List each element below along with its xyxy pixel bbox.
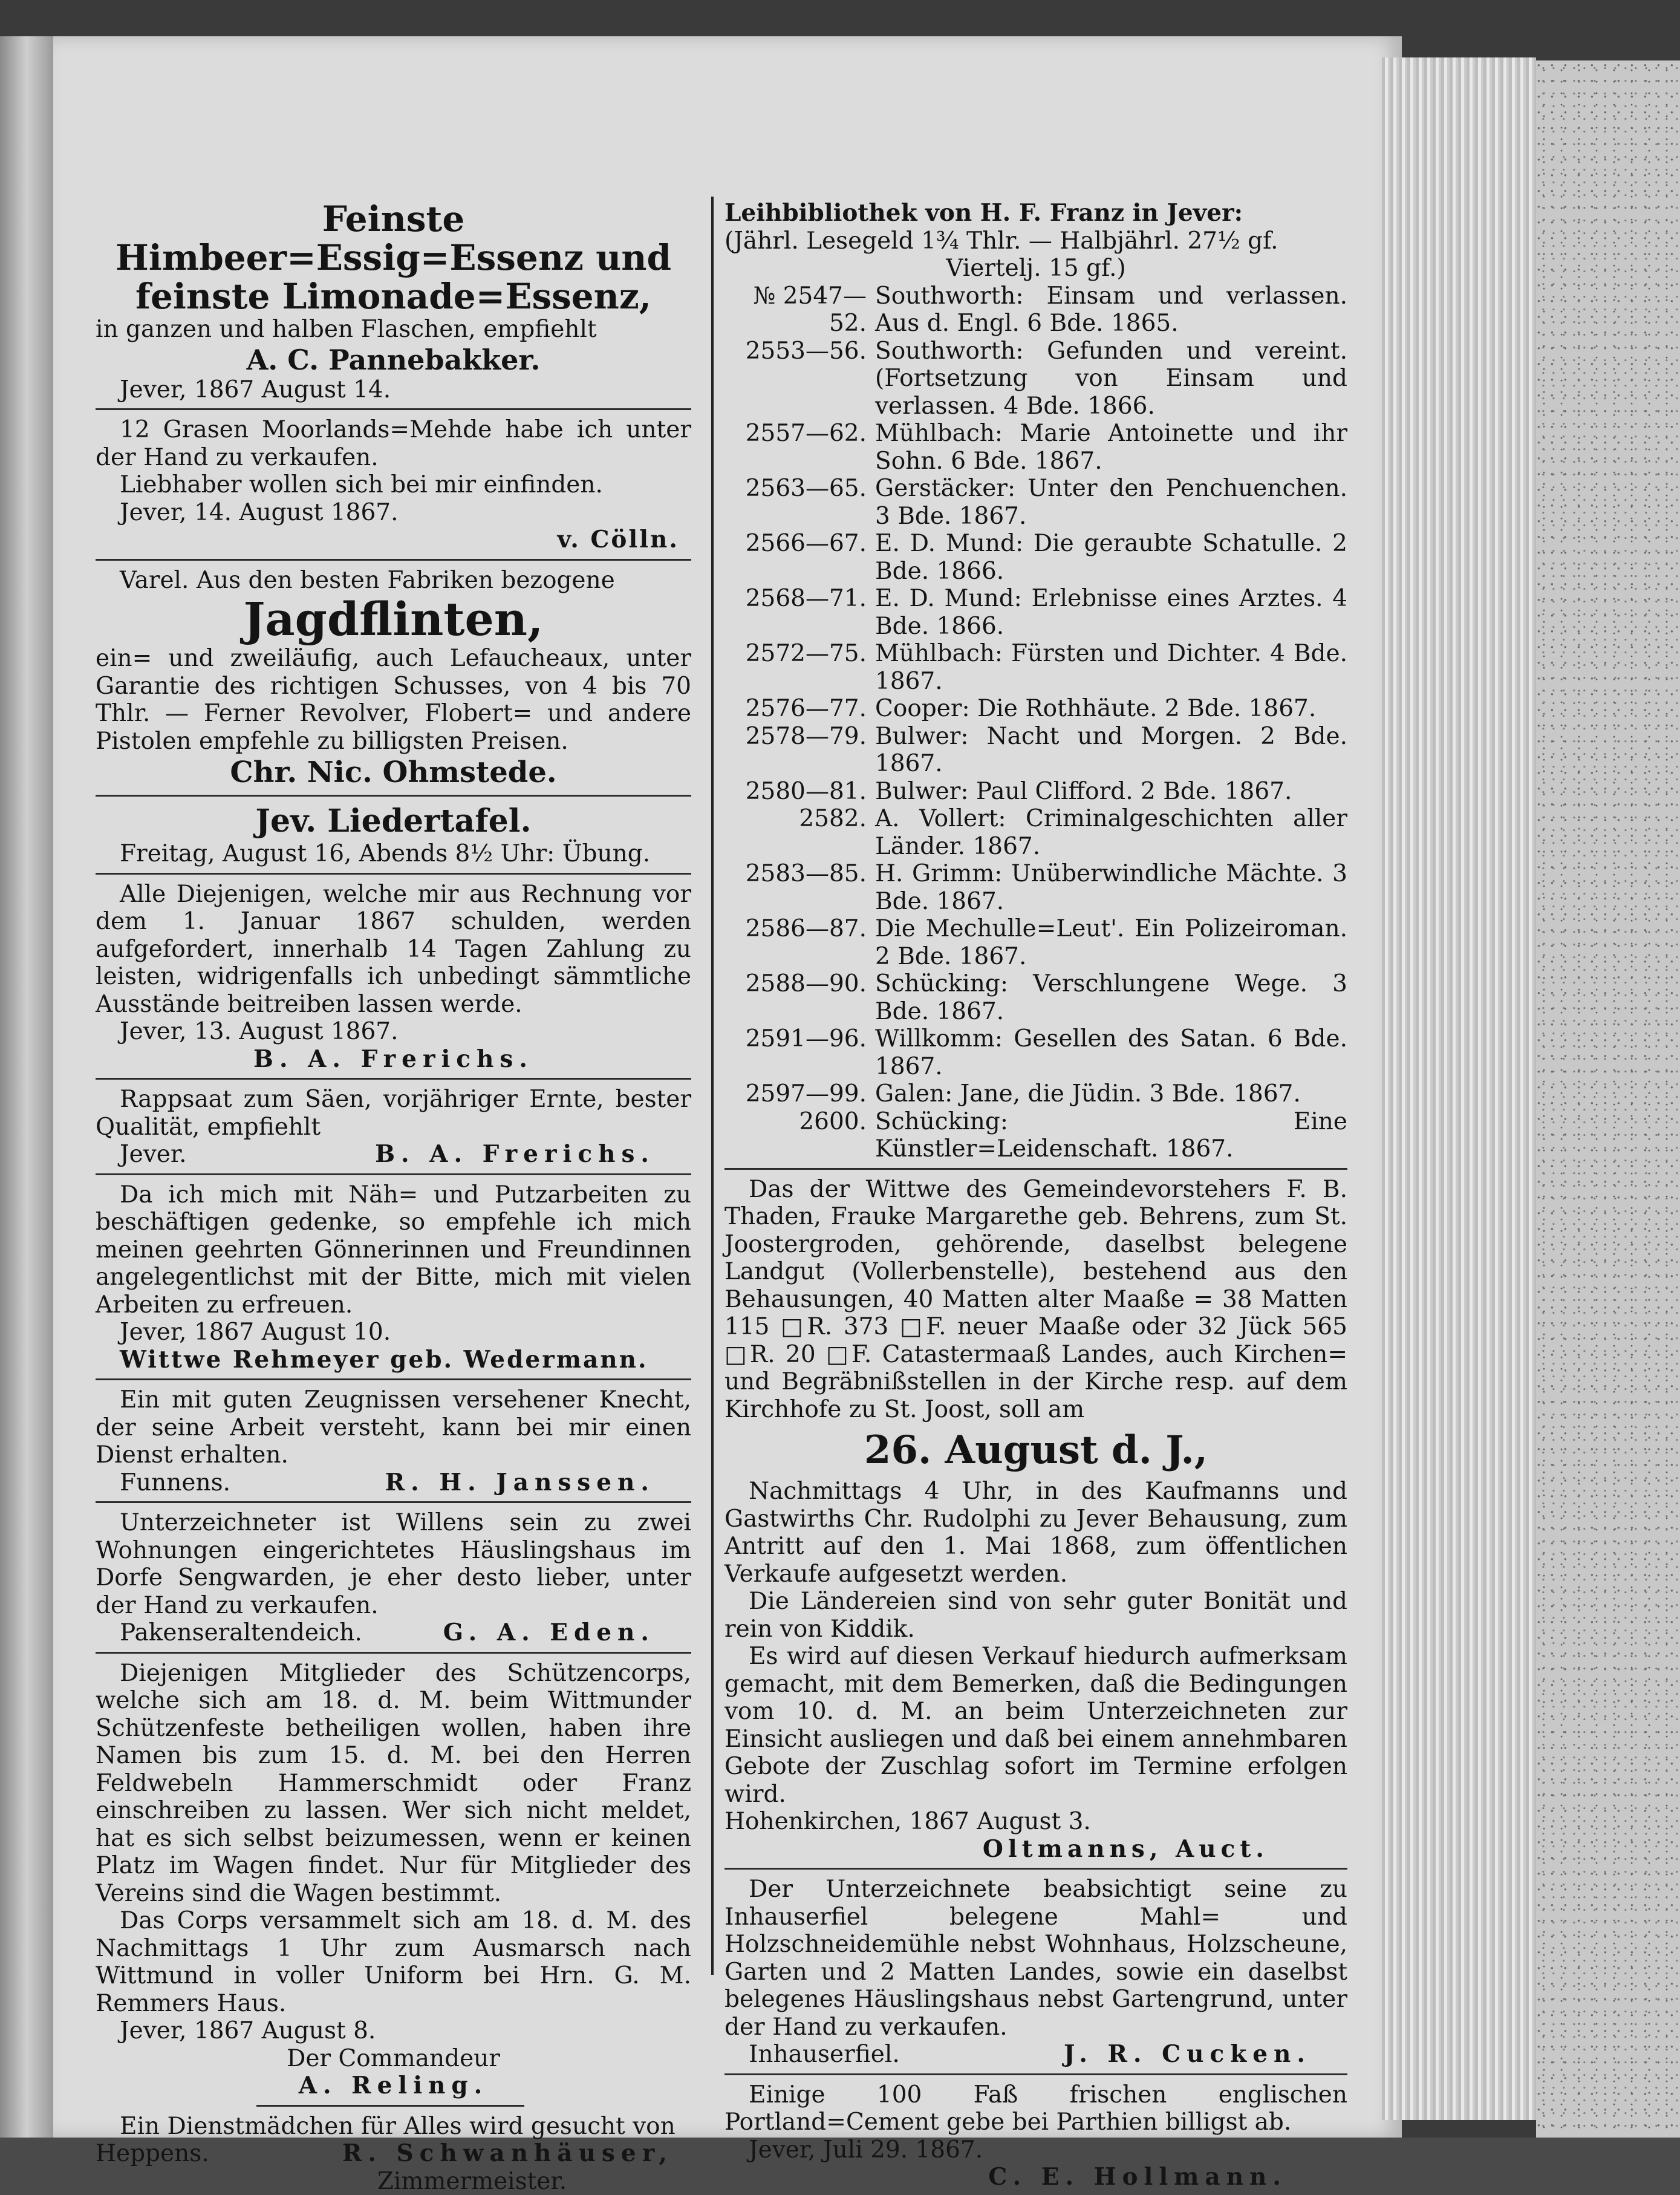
book-title: Cooper: Die Rothhäute. 2 Bde. 1867. xyxy=(875,695,1347,723)
divider xyxy=(724,2073,1347,2075)
auction-place-date: Hohenkirchen, 1867 August 3. xyxy=(724,1808,1347,1836)
ad-footer xyxy=(96,2140,691,2168)
divider xyxy=(724,1868,1347,1870)
book-number: 2572—75. xyxy=(724,640,875,695)
ad-signature: G. A. Eden. xyxy=(443,1619,691,1647)
book-binding xyxy=(0,36,53,2138)
ad-signature: A. C. Pannebakker. xyxy=(96,344,691,376)
ad-text: Ein Dienstmädchen für Alles wird gesucht von xyxy=(96,2113,691,2141)
book-entry xyxy=(724,338,1347,420)
divider xyxy=(724,1168,1347,1170)
book-entry xyxy=(724,475,1347,530)
divider xyxy=(96,873,691,875)
book-number: 2591—96. xyxy=(724,1025,875,1080)
book-title: Bulwer: Nacht und Morgen. 2 Bde. 1867. xyxy=(875,723,1347,778)
book-entry xyxy=(724,778,1347,806)
book-entry xyxy=(724,420,1347,475)
book-entry xyxy=(724,695,1347,723)
divider xyxy=(96,1378,691,1380)
ad-text: Diejenigen Mitglieder des Schützencorps, welche sich am 18. d. M. beim Wittmunder Schützenfeste betheiligen wollen, haben ihre Namen bis zum 15. d. M. bei den Herren Feldwebeln Hammerschmidt oder Franz einschreiben zu lassen. Wer sich nicht meldet, hat es sich selbst beizumessen, wenn er keinen Platz im Wagen findet. Nur für Mitglieder des Vereins sind die Wagen bestimmt. xyxy=(96,1660,691,1908)
book-title: Schücking: Verschlungene Wege. 3 Bde. 1867. xyxy=(875,970,1347,1025)
divider xyxy=(96,559,691,561)
book-number: 2578—79. xyxy=(724,723,875,778)
ad-signature: Wittwe Rehmeyer geb. Wedermann. xyxy=(96,1346,691,1374)
auction-text: Das der Wittwe des Gemeindevorstehers F. B. Thaden, Frauke Margarethe geb. Behrens, zum St. Joostergroden, gehörende, daselbst belegene Landgut (Vollerbenstelle), bestehend aus den Behausungen, 40 Matten alter Maaße = 38 Matten 115 □R. 373 □F. neuer Maaße oder 32 Jück 565 □R. 20 □F. Catastermaaß Landes, auch Kirchen= und Begräbnißstellen in der Kirche resp. auf dem Kirchhofe zu St. Joost, soll am xyxy=(724,1176,1347,1424)
book-number: 2576—77. xyxy=(724,695,875,723)
sale-footer xyxy=(724,2041,1347,2069)
book-title: Schücking: Eine Künstler=Leidenschaft. 1867. xyxy=(875,1108,1347,1163)
divider xyxy=(256,2105,524,2107)
book-entry xyxy=(724,723,1347,778)
ad-text: 12 Grasen Moorlands=Mehde habe ich unter der Hand zu verkaufen. xyxy=(96,416,691,471)
ad-signature: R. Schwanhäuser, xyxy=(342,2140,691,2168)
book-number: 2583—85. xyxy=(724,860,875,915)
book-entry xyxy=(724,915,1347,970)
book-entry xyxy=(724,1025,1347,1080)
book-title: Galen: Jane, die Jüdin. 3 Bde. 1867. xyxy=(875,1080,1347,1108)
book-number: 2557—62. xyxy=(724,420,875,475)
book-number: № 2547—52. xyxy=(724,282,875,338)
book-list xyxy=(724,282,1347,1163)
book-number: 2563—65. xyxy=(724,475,875,530)
ad-text: in ganzen und halben Flaschen, empfiehlt xyxy=(96,316,691,344)
book-number: 2553—56. xyxy=(724,338,875,420)
left-column xyxy=(96,200,691,2195)
sale-signature: J. R. Cucken. xyxy=(1064,2041,1347,2069)
ad-text: Da ich mich mit Näh= und Putzarbeiten zu beschäftigen gedenke, so empfehle ich mich meinen geehrten Gönnerinnen und Freundinnen angelegentlichst mit der Bitte, mich mit vielen Arbeiten zu erfreuen. xyxy=(96,1181,691,1319)
ad-role: Zimmermeister. xyxy=(96,2168,691,2195)
library-fees: (Jährl. Lesegeld 1¾ Thlr. — Halbjährl. 27½ gf. xyxy=(724,227,1347,255)
ad-title: Feinste Himbeer=Essig=Essenz und xyxy=(96,200,691,277)
ad-text: Freitag, August 16, Abends 8½ Uhr: Übung. xyxy=(96,840,691,868)
auction-text: Nachmittags 4 Uhr, in des Kaufmanns und Gastwirths Chr. Rudolphi zu Jever Behausung, zum Antritt auf den 1. Mai 1868, zum öffentlichen Verkaufe aufgesetzt werden. xyxy=(724,1478,1347,1588)
book-title: Die Mechulle=Leut'. Ein Polizeiroman. 2 Bde. 1867. xyxy=(875,915,1347,970)
newspaper-sheet xyxy=(53,36,1402,2138)
book-entry xyxy=(724,640,1347,695)
page-edges xyxy=(1382,57,1536,2120)
ad-footer xyxy=(96,1469,691,1497)
book-entry xyxy=(724,585,1347,640)
book-entry xyxy=(724,1080,1347,1108)
auction-text: Es wird auf diesen Verkauf hiedurch aufmerksam gemacht, mit dem Bemerken, daß die Bedingungen vom 10. d. M. an beim Unterzeichneten zur Einsicht ausliegen und daß bei einem annehmbaren Gebote der Zuschlag sofort im Termine erfolgen wird. xyxy=(724,1643,1347,1808)
ad-place-date: Jever, 13. August 1867. xyxy=(96,1018,691,1046)
cement-place-date: Jever, Juli 29. 1867. xyxy=(724,2136,1347,2164)
ad-signature: Chr. Nic. Ohmstede. xyxy=(96,755,691,790)
ad-signature: v. Cölln. xyxy=(96,526,691,554)
ad-place: Heppens. xyxy=(96,2140,209,2168)
book-number: 2568—71. xyxy=(724,585,875,640)
book-title: Willkomm: Gesellen des Satan. 6 Bde. 1867. xyxy=(875,1025,1347,1080)
auction-text: Die Ländereien sind von sehr guter Bonität und rein von Kiddik. xyxy=(724,1588,1347,1643)
book-number: 2588—90. xyxy=(724,970,875,1025)
auction-date: 26. August d. J., xyxy=(724,1427,1347,1474)
ad-place: Jever. xyxy=(96,1141,187,1169)
book-title: Mühlbach: Marie Antoinette und ihr Sohn. 6 Bde. 1867. xyxy=(875,420,1347,475)
ad-place-date: Jever, 1867 August 8. xyxy=(96,2017,691,2045)
ad-text: Alle Diejenigen, welche mir aus Rechnung vor dem 1. Januar 1867 schulden, werden aufgefordert, innerhalb 14 Tagen Zahlung zu leisten, widrigenfalls ich unbedingt sämmtliche Ausstände beitreiben lassen werde. xyxy=(96,881,691,1019)
ad-text: Rappsaat zum Säen, vorjähriger Ernte, bester Qualität, empfiehlt xyxy=(96,1086,691,1141)
sale-place: Inhauserfiel. xyxy=(724,2041,900,2069)
divider xyxy=(96,1652,691,1654)
ad-place: Pakenseraltendeich. xyxy=(96,1619,362,1647)
book-entry xyxy=(724,1108,1347,1163)
ad-place-date: Jever, 14. August 1867. xyxy=(96,499,691,527)
divider xyxy=(96,1173,691,1175)
divider xyxy=(96,408,691,410)
sale-text: Der Unterzeichnete beabsichtigt seine zu Inhauserfiel belegene Mahl= und Holzschneidemühle nebst Wohnhaus, Holzscheune, Garten und 2 Matten Landes, sowie ein daselbst belegenes Häuslingshaus nebst Gartengrund, unter der Hand zu verkaufen. xyxy=(724,1876,1347,2041)
book-title: Southworth: Gefunden und vereint. (Fortsetzung von Einsam und verlassen. 4 Bde. 1866. xyxy=(875,338,1347,420)
cement-text: Einige 100 Faß frischen englischen Portland=Cement gebe bei Parthien billigst ab. xyxy=(724,2081,1347,2136)
ad-text: Liebhaber wollen sich bei mir einfinden. xyxy=(96,471,691,499)
book-entry xyxy=(724,282,1347,338)
ad-signature: A. Reling. xyxy=(96,2072,691,2100)
book-number: 2597—99. xyxy=(724,1080,875,1108)
ad-title: feinste Limonade=Essenz, xyxy=(96,277,691,316)
book-number: 2582. xyxy=(724,805,875,860)
book-title: Mühlbach: Fürsten und Dichter. 4 Bde. 1867. xyxy=(875,640,1347,695)
book-title: Southworth: Einsam und verlassen. Aus d. Engl. 6 Bde. 1865. xyxy=(875,282,1347,338)
ad-text: Ein mit guten Zeugnissen versehener Knecht, der seine Arbeit versteht, kann bei mir einen Dienst erhalten. xyxy=(96,1386,691,1469)
book-entry xyxy=(724,805,1347,860)
book-title: A. Vollert: Criminalgeschichten aller Länder. 1867. xyxy=(875,805,1347,860)
ad-place-date: Jever, 1867 August 10. xyxy=(96,1319,691,1346)
library-title: Leihbibliothek von H. F. Franz in Jever: xyxy=(724,200,1347,227)
ad-signature: R. H. Janssen. xyxy=(385,1469,691,1497)
book-cover xyxy=(1536,60,1680,2138)
book-title: E. D. Mund: Erlebnisse eines Arztes. 4 Bde. 1866. xyxy=(875,585,1347,640)
book-number: 2580—81. xyxy=(724,778,875,806)
ad-signature: B. A. Frerichs. xyxy=(96,1046,691,1074)
book-entry xyxy=(724,970,1347,1025)
ad-footer xyxy=(96,1141,691,1169)
ad-text: Unterzeichneter ist Willens sein zu zwei Wohnungen eingerichtetes Häuslingshaus im Dorfe Sengwarden, je eher desto lieber, unter der Hand zu verkaufen. xyxy=(96,1509,691,1619)
ad-title: Jagdflinten, xyxy=(96,594,691,645)
cement-signature: C. E. Hollmann. xyxy=(724,2164,1347,2191)
divider xyxy=(96,795,691,797)
book-title: H. Grimm: Unüberwindliche Mächte. 3 Bde. 1867. xyxy=(875,860,1347,915)
divider xyxy=(96,1078,691,1080)
library-fees: Viertelj. 15 gf.) xyxy=(724,255,1347,282)
book-number: 2600. xyxy=(724,1108,875,1163)
book-title: Bulwer: Paul Clifford. 2 Bde. 1867. xyxy=(875,778,1347,806)
ad-title: Jev. Liedertafel. xyxy=(96,803,691,840)
book-entry xyxy=(724,860,1347,915)
divider xyxy=(96,1501,691,1503)
book-number: 2566—67. xyxy=(724,530,875,585)
auction-signature: Oltmanns, Auct. xyxy=(724,1836,1347,1864)
book-title: Gerstäcker: Unter den Penchuenchen. 3 Bde. 1867. xyxy=(875,475,1347,530)
right-column xyxy=(724,200,1347,2191)
ad-lead: Varel. Aus den besten Fabriken bezogene xyxy=(96,567,691,595)
ad-footer xyxy=(96,1619,691,1647)
ad-text: Das Corps versammelt sich am 18. d. M. des Nachmittags 1 Uhr zum Ausmarsch nach Wittmund in voller Uniform bei Hrn. G. M. Remmers Haus. xyxy=(96,1907,691,2017)
ad-role: Der Commandeur xyxy=(96,2045,691,2073)
column-divider xyxy=(711,197,714,1975)
ad-text: ein= und zweiläufig, auch Lefaucheaux, unter Garantie des richtigen Schusses, von 4 bis 70 Thlr. — Ferner Revolver, Flobert= und andere Pistolen empfehle zu billigsten Preisen. xyxy=(96,645,691,755)
ad-signature: B. A. Frerichs. xyxy=(375,1141,691,1169)
ad-place-date: Jever, 1867 August 14. xyxy=(96,376,691,404)
book-title: E. D. Mund: Die geraubte Schatulle. 2 Bde. 1866. xyxy=(875,530,1347,585)
book-entry xyxy=(724,530,1347,585)
ad-place: Funnens. xyxy=(96,1469,230,1497)
book-number: 2586—87. xyxy=(724,915,875,970)
